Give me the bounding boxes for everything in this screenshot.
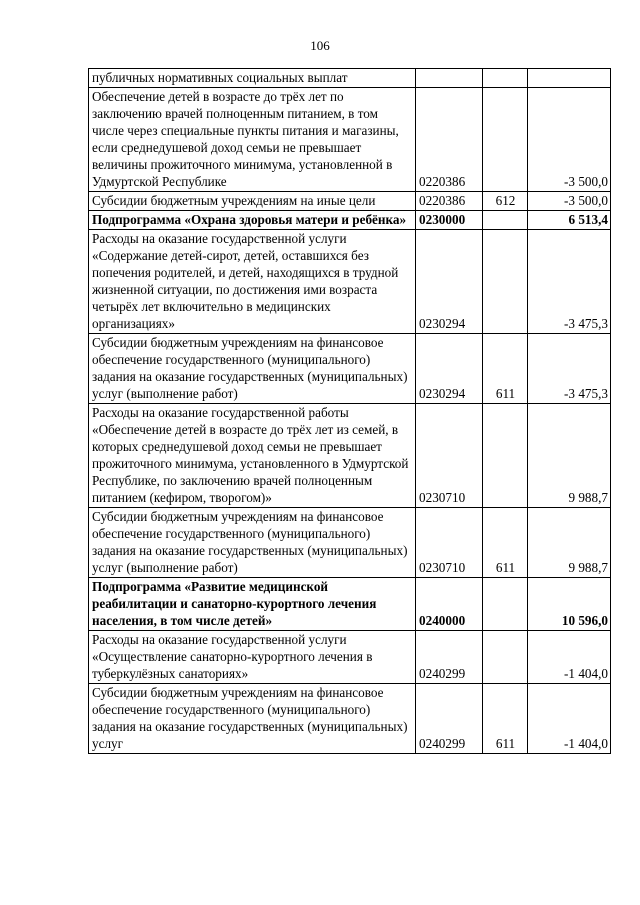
row-code-cell: 0230294 <box>416 334 483 404</box>
row-sum-cell: -3 475,3 <box>528 230 611 334</box>
row-name-cell: Субсидии бюджетным учреждениям на иные цели <box>89 192 416 211</box>
row-name-cell: Расходы на оказание государственной услуги «Содержание детей-сирот, детей, оставшихся без попечения родителей, и детей, находящихся в трудной жизненной ситуации, по достижения ими возраста четырёх лет включительно в медицинских организациях» <box>89 230 416 334</box>
table-row <box>89 508 611 578</box>
row-expense-type-cell <box>483 631 528 684</box>
table-row <box>89 578 611 631</box>
row-name-cell: Подпрограмма «Развитие медицинской реабилитации и санаторно-курортного лечения населения, в том числе детей» <box>89 578 416 631</box>
row-sum-cell: 9 988,7 <box>528 404 611 508</box>
row-name-cell: публичных нормативных социальных выплат <box>89 69 416 88</box>
row-name-cell: Обеспечение детей в возрасте до трёх лет по заключению врачей полноценным питанием, в том числе через специальные пункты питания и магазины, если среднедушевой доход семьи не превышает величины прожиточного минимума, установленной в Удмуртской Республике <box>89 88 416 192</box>
row-sum-cell: -1 404,0 <box>528 684 611 754</box>
row-expense-type-cell <box>483 230 528 334</box>
row-code-cell: 0240299 <box>416 684 483 754</box>
row-sum-cell: -3 500,0 <box>528 192 611 211</box>
table-row <box>89 230 611 334</box>
row-name-cell: Субсидии бюджетным учреждениям на финансовое обеспечение государственного (муниципального) задания на оказание государственных (муниципальных) услуг <box>89 684 416 754</box>
row-sum-cell: 10 596,0 <box>528 578 611 631</box>
row-sum-cell: 9 988,7 <box>528 508 611 578</box>
row-code-cell: 0230710 <box>416 508 483 578</box>
table-row <box>89 404 611 508</box>
row-expense-type-cell <box>483 88 528 192</box>
row-expense-type-cell <box>483 69 528 88</box>
row-expense-type-cell: 612 <box>483 192 528 211</box>
row-code-cell: 0230000 <box>416 211 483 230</box>
row-code-cell: 0220386 <box>416 192 483 211</box>
row-sum-cell: -3 500,0 <box>528 88 611 192</box>
row-code-cell: 0240299 <box>416 631 483 684</box>
row-sum-cell: -3 475,3 <box>528 334 611 404</box>
row-expense-type-cell <box>483 404 528 508</box>
table-row <box>89 211 611 230</box>
row-expense-type-cell: 611 <box>483 684 528 754</box>
row-code-cell: 0230710 <box>416 404 483 508</box>
row-name-cell: Подпрограмма «Охрана здоровья матери и ребёнка» <box>89 211 416 230</box>
row-expense-type-cell: 611 <box>483 508 528 578</box>
table-row <box>89 684 611 754</box>
budget-table <box>88 68 611 754</box>
row-expense-type-cell <box>483 578 528 631</box>
row-name-cell: Субсидии бюджетным учреждениям на финансовое обеспечение государственного (муниципального) задания на оказание государственных (муниципальных) услуг (выполнение работ) <box>89 508 416 578</box>
row-expense-type-cell: 611 <box>483 334 528 404</box>
row-sum-cell: -1 404,0 <box>528 631 611 684</box>
row-name-cell: Расходы на оказание государственной работы «Обеспечение детей в возрасте до трёх лет из семей, в которых среднедушевой доход семьи не превышает прожиточного минимума, установленного в Удмуртской Республике, по заключению врачей полноценным питанием (кефиром, творогом)» <box>89 404 416 508</box>
row-expense-type-cell <box>483 211 528 230</box>
row-code-cell: 0230294 <box>416 230 483 334</box>
row-code-cell: 0220386 <box>416 88 483 192</box>
row-sum-cell <box>528 69 611 88</box>
table-row <box>89 69 611 88</box>
row-sum-cell: 6 513,4 <box>528 211 611 230</box>
row-code-cell: 0240000 <box>416 578 483 631</box>
table-row <box>89 334 611 404</box>
table-row <box>89 631 611 684</box>
table-row <box>89 192 611 211</box>
row-code-cell <box>416 69 483 88</box>
row-name-cell: Расходы на оказание государственной услуги «Осуществление санаторно-курортного лечения в туберкулёзных санаториях» <box>89 631 416 684</box>
page-number: 106 <box>310 38 330 53</box>
table-row <box>89 88 611 192</box>
row-name-cell: Субсидии бюджетным учреждениям на финансовое обеспечение государственного (муниципального) задания на оказание государственных (муниципальных) услуг (выполнение работ) <box>89 334 416 404</box>
budget-table-body <box>89 69 611 754</box>
